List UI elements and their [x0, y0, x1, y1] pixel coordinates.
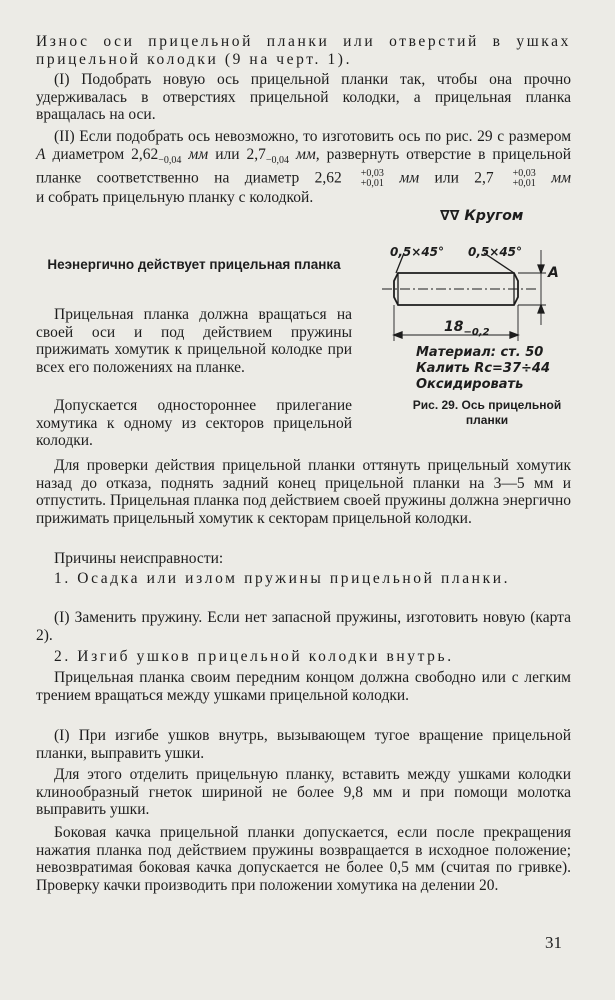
hardening-note: Калить Rc=37÷44 [416, 361, 550, 376]
length-value: 18 [444, 319, 464, 335]
text-run: A [36, 145, 46, 163]
tolerance-upper: +0,03 [512, 168, 536, 180]
unit: мм, [296, 145, 320, 163]
length-tolerance: −0,2 [463, 326, 490, 338]
surface-finish-mark: ∇∇ Кругом [440, 208, 524, 224]
paragraph-check: Для проверки действия прицельной планки оттянуть прицельный хомутик назад до отказа, поднять задний конец прицельной планки на 3—5 мм и отпустить. Прицельная планка под действием своей пружины должна энергично прижимать прицельный хомутик к секторам прицельной колодки. [36, 457, 571, 527]
paragraph-causes: Причины неисправности: [54, 550, 224, 567]
paragraph-allowance: Допускается одностороннее прилегание хомутика к одному из секторов прицельной колодки. [36, 397, 352, 449]
paragraph-remedy-2 [36, 128, 571, 207]
figure-caption [392, 398, 582, 428]
chamfer-left-label: 0,5×45° [390, 245, 445, 259]
tolerance [495, 169, 536, 189]
tolerance-lower: +0,01 [360, 178, 384, 190]
text-run: диаметром 2,62 [52, 145, 159, 163]
dimension-a-label: A [548, 265, 559, 281]
paragraph-side-play: Боковая качка прицельной планки допускается, если после прекращения нажатия планка под действием пружины возвращается в исходное положение; невозвратимая боковая качка допускается не более 0,5 мм (считая по гривке). Проверку качки производить при положении хомутика на делении 20. [36, 824, 571, 894]
paragraph-axis-wear: Износ оси прицельной планки или отверстий в ушках прицельной колодки (9 на черт. 1). [36, 33, 571, 68]
caption-text: Ось прицельной планки [461, 398, 562, 427]
text-run: или 2,7 [434, 169, 494, 187]
unit: мм [399, 169, 420, 187]
cause-1: 1. Осадка или излом пружины прицельной планки. [54, 570, 511, 587]
tolerance-upper: +0,03 [360, 168, 384, 180]
material-note: Материал: ст. 50 [416, 345, 544, 360]
tolerance [343, 169, 384, 189]
tolerance-lower: +0,01 [512, 178, 536, 190]
paragraph-free-rotation: Прицельная планка своим передним концом должна свободно или с легким трением вращаться между ушками прицельной колодки. [36, 669, 571, 704]
cause-2: 2. Изгиб ушков прицельной колодки внутрь. [54, 648, 454, 665]
unit: мм [188, 145, 209, 163]
caption-number: Рис. 29. [412, 398, 459, 412]
text-run: (II) Если подобрать ось невозможно, то изготовить ось по рис. 29 с размером [54, 128, 571, 145]
page-number: 31 [545, 933, 562, 952]
text-run: развернуть отверстие в прицельной планке соответственно на диаметр 2,62 [36, 145, 572, 187]
length-dimension [444, 319, 490, 338]
unit: мм [551, 169, 572, 187]
tolerance: −0,04 [265, 154, 290, 166]
paragraph-straighten: Для этого отделить прицельную планку, вставить между ушками колодки клинообразный гнеток шириной не более 9,8 мм и при помощи молотка выправить ушки. [36, 766, 571, 818]
remedy-cause-2: (I) При изгибе ушков внутрь, вызывающем тугое вращение прицельной планки, выправить ушки. [36, 727, 571, 762]
text-run: или 2,7 [215, 145, 266, 163]
tolerance: −0,04 [158, 154, 182, 166]
finish-note: Оксидировать [416, 377, 524, 392]
section-heading: Неэнергично действует прицельная планка [47, 257, 341, 272]
paragraph-remedy-1: (I) Подобрать новую ось прицельной планки так, чтобы она прочно удерживалась в отверстиях прицельной колодки, а прицельная планка вращалась на оси. [36, 71, 571, 123]
remedy-cause-1: (I) Заменить пружину. Если нет запасной пружины, изготовить новую (карта 2). [36, 609, 571, 644]
text-run: и собрать прицельную планку с колодкой. [36, 189, 314, 207]
chamfer-right-label: 0,5×45° [468, 245, 523, 259]
paragraph-requirement: Прицельная планка должна вращаться на своей оси и под действием пружины прижимать хомутик к прицельной колодке при всех его положениях на планке. [36, 306, 352, 376]
